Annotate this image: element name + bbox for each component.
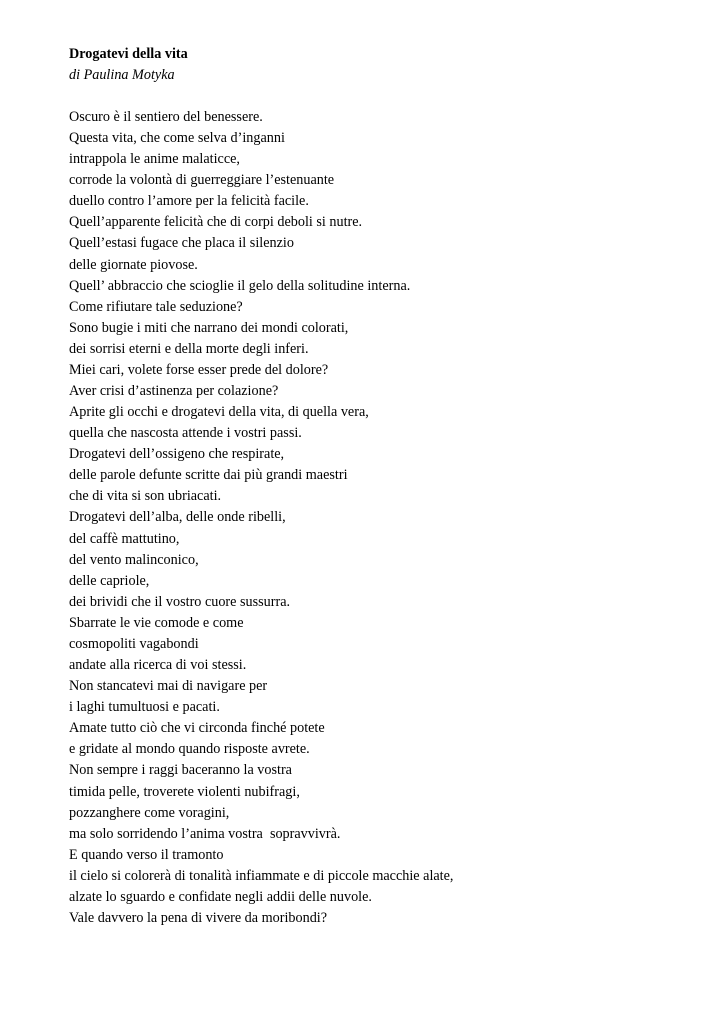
poem-line: Drogatevi dell’ossigeno che respirate, bbox=[69, 446, 285, 463]
poem-line: ma solo sorridendo l’anima vostra sopravvivrà. bbox=[69, 825, 341, 842]
poem-line: Questa vita, che come selva d’inganni bbox=[69, 130, 285, 147]
poem-line: delle giornate piovose. bbox=[69, 256, 198, 273]
poem-line: Non sempre i raggi baceranno la vostra bbox=[69, 762, 292, 779]
poem-line: intrappola le anime malaticce, bbox=[69, 151, 240, 168]
stanza-gap bbox=[69, 86, 689, 107]
poem-line: Come rifiutare tale seduzione? bbox=[69, 298, 243, 315]
poem-line: dei brividi che il vostro cuore sussurra. bbox=[69, 593, 291, 610]
poem-line: cosmopoliti vagabondi bbox=[69, 635, 199, 652]
poem-title: Drogatevi della vita bbox=[69, 46, 188, 62]
poem-line: e gridate al mondo quando risposte avrete. bbox=[69, 741, 310, 758]
poem-line: delle parole defunte scritte dai più grandi maestri bbox=[69, 467, 348, 484]
poem-line: del vento malinconico, bbox=[69, 551, 199, 568]
poem-content bbox=[69, 44, 689, 929]
poem-line: timida pelle, troverete violenti nubifragi, bbox=[69, 783, 300, 800]
poem-line: Sbarrate le vie comode e come bbox=[69, 614, 244, 631]
poem-line: andate alla ricerca di voi stessi. bbox=[69, 657, 247, 674]
poem-line: Quell’ abbraccio che scioglie il gelo della solitudine interna. bbox=[69, 277, 411, 294]
poem-line: Non stancatevi mai di navigare per bbox=[69, 678, 268, 695]
poem-line: che di vita si son ubriacati. bbox=[69, 488, 222, 505]
poem-line: Quell’apparente felicità che di corpi deboli si nutre. bbox=[69, 214, 363, 231]
poem-line: i laghi tumultuosi e pacati. bbox=[69, 699, 220, 716]
poem-line: del caffè mattutino, bbox=[69, 530, 180, 547]
poem-line: Quell’estasi fugace che placa il silenzio bbox=[69, 235, 294, 252]
poem-line: Sono bugie i miti che narrano dei mondi colorati, bbox=[69, 319, 349, 336]
poem-line: Vale davvero la pena di vivere da moribondi? bbox=[69, 909, 328, 926]
poem-line: Aprite gli occhi e drogatevi della vita, di quella vera, bbox=[69, 404, 369, 421]
poem-line: Aver crisi d’astinenza per colazione? bbox=[69, 383, 279, 400]
poem-line: quella che nascosta attende i vostri passi. bbox=[69, 425, 302, 442]
poem-line: corrode la volontà di guerreggiare l’estenuante bbox=[69, 172, 335, 189]
poem-line: delle capriole, bbox=[69, 572, 150, 589]
poem-line: E quando verso il tramonto bbox=[69, 846, 224, 863]
poem-line: il cielo si colorerà di tonalità infiammate e di piccole macchie alate, bbox=[69, 867, 454, 884]
poem-line: dei sorrisi eterni e della morte degli inferi. bbox=[69, 340, 309, 357]
poem-body bbox=[69, 107, 689, 929]
poem-line: Amate tutto ciò che vi circonda finché potete bbox=[69, 720, 325, 737]
poem-line: pozzanghere come voragini, bbox=[69, 804, 230, 821]
poem-line: alzate lo sguardo e confidate negli addii delle nuvole. bbox=[69, 888, 372, 905]
poem-line: Drogatevi dell’alba, delle onde ribelli, bbox=[69, 509, 286, 526]
poem-author: di Paulina Motyka bbox=[69, 67, 175, 83]
poem-line: Miei cari, volete forse esser prede del dolore? bbox=[69, 361, 329, 378]
poem-line: Oscuro è il sentiero del benessere. bbox=[69, 109, 263, 125]
poem-line: duello contro l’amore per la felicità facile. bbox=[69, 193, 309, 210]
